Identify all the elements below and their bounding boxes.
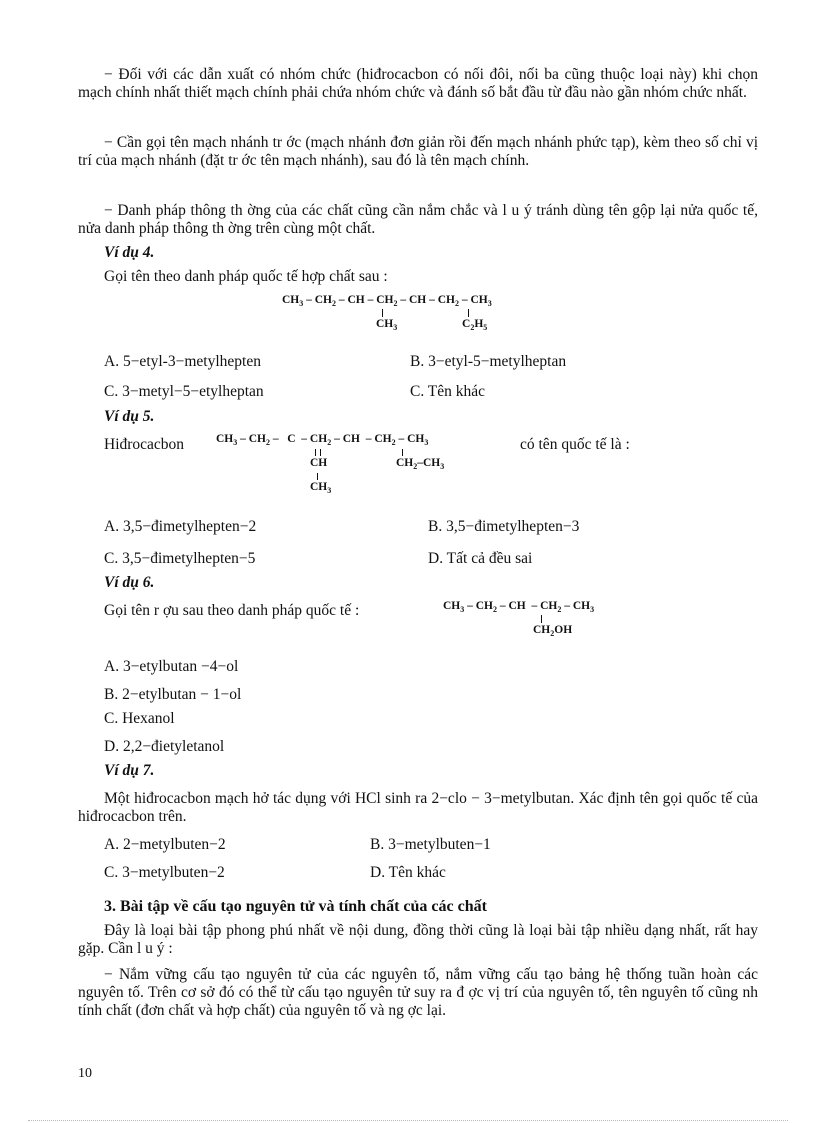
example-5-branch-ethyl: $CH_2-CH_3$ — [396, 457, 445, 471]
example-5-tail: có tên quốc tế là : — [520, 436, 630, 453]
example-4-question: Gọi tên theo danh pháp quốc tế hợp chất sau : — [104, 268, 388, 285]
page-number: 10 — [78, 1066, 92, 1081]
example-7-option-a[interactable]: A. 2−metylbuten−2 — [104, 836, 226, 853]
example-6-question: Gọi tên r ợu sau theo danh pháp quốc tế : — [104, 602, 360, 619]
paragraph-branch-naming: − Cần gọi tên mạch nhánh tr ớc (mạch nhánh đơn giản rồi đến mạch nhánh phức tạp), kèm theo số chỉ vị trí của mạch nhánh (đặt tr ớc tên mạch nhánh), sau đó là tên mạch chính. — [78, 134, 758, 169]
example-4-branch-ethyl: $C_2H_5$ — [462, 318, 488, 332]
example-6-option-c[interactable]: C. Hexanol — [104, 710, 175, 727]
example-5-option-c[interactable]: C. 3,5−đimetylhepten−5 — [104, 550, 256, 567]
bond-line — [317, 473, 318, 480]
footer-divider — [28, 1120, 788, 1121]
example-6-option-a[interactable]: A. 3−etylbutan −4−ol — [104, 658, 239, 675]
example-4-option-d[interactable]: C. Tên khác — [410, 383, 486, 400]
example-6-option-d[interactable]: D. 2,2−đietyletanol — [104, 738, 225, 755]
example-5-main-chain: $CH_3 - CH_2$ – C – $CH_2$ – CH – $CH_2 - CH_3$ — [216, 433, 429, 447]
example-4-option-c[interactable]: C. 3−metyl−5−etylheptan — [104, 383, 264, 400]
example-7-title: Ví dụ 7. — [104, 762, 155, 779]
example-5-branch-ch3: $CH_3$ — [310, 481, 332, 495]
example-5-formula — [216, 433, 516, 503]
double-bond — [315, 449, 321, 456]
example-7-option-b[interactable]: B. 3−metylbuten−1 — [370, 836, 491, 853]
example-6-option-b[interactable]: B. 2−etylbutan − 1−ol — [104, 686, 242, 703]
example-7-question: Một hiđrocacbon mạch hở tác dụng với HCl sinh ra 2−clo − 3−metylbutan. Xác định tên gọi quốc tế của hiđrocacbon trên. — [78, 790, 758, 825]
example-5-title: Ví dụ 5. — [104, 408, 155, 425]
bond-line — [541, 615, 542, 623]
section-3-intro: Đây là loại bài tập phong phú nhất về nội dung, đồng thời cũng là loại bài tập nhiều dạng nhất, rất hay gặp. Cần l u ý : — [78, 922, 758, 957]
section-3-heading: 3. Bài tập về cấu tạo nguyên tử và tính chất của các chất — [104, 898, 487, 915]
example-5-lead: Hiđrocacbon — [104, 436, 185, 453]
bond-line — [468, 309, 469, 317]
example-4-option-a[interactable]: A. 5−etyl-3−metylhepten — [104, 353, 261, 370]
bond-line — [402, 449, 403, 456]
example-4-option-b[interactable]: B. 3−etyl-5−metylheptan — [410, 353, 567, 370]
example-4-formula — [282, 294, 602, 338]
paragraph-common-names: − Danh pháp thông th ờng của các chất cũng cần nắm chắc và l u ý tránh dùng tên gộp lại nửa quốc tế, nửa danh pháp thông th ờng trên cùng một chất. — [78, 202, 758, 237]
example-5-option-d[interactable]: D. Tất cả đều sai — [428, 550, 533, 567]
example-7-option-d[interactable]: D. Tên khác — [370, 864, 446, 881]
example-6-main-chain: $CH_3 - CH_2$ – CH – $CH_2 - CH_3$ — [443, 600, 595, 614]
section-3-atomic-structure: − Nắm vững cấu tạo nguyên tử của các nguyên tố, nắm vững cấu tạo bảng hệ thống tuần hoàn các nguyên tố. Trên cơ sở đó có thể từ cấu tạo nguyên tử suy ra đ ợc vị trí của nguyên tố, tên nguyên tố cũng nh tính chất (đơn chất và hợp chất) của nguyên tố và ng ợc lại. — [78, 966, 758, 1019]
paragraph-functional-group: − Đối với các dẫn xuất có nhóm chức (hiđrocacbon có nối đôi, nối ba cũng thuộc loại này) khi chọn mạch chính nhất thiết mạch chính phải chứa nhóm chức và đánh số bắt đầu từ đầu nào gần nhóm chức nhất. — [78, 66, 758, 101]
bond-line — [382, 309, 383, 317]
example-4-main-chain: $CH_3 - CH_2$ – CH – $CH_2$ – CH – $CH_2 - CH_3$ — [282, 294, 492, 308]
example-7-option-c[interactable]: C. 3−metylbuten−2 — [104, 864, 225, 881]
example-5-option-b[interactable]: B. 3,5−đimetylhepten−3 — [428, 518, 580, 535]
example-6-branch-ch2oh: $CH_2OH$ — [533, 624, 573, 638]
example-5-option-a[interactable]: A. 3,5−đimetylhepten−2 — [104, 518, 257, 535]
example-6-formula — [443, 600, 663, 640]
example-4-branch-methyl: $CH_3$ — [376, 318, 398, 332]
example-4-title: Ví dụ 4. — [104, 244, 155, 261]
example-5-branch-ch: CH — [310, 457, 328, 469]
example-6-title: Ví dụ 6. — [104, 574, 155, 591]
